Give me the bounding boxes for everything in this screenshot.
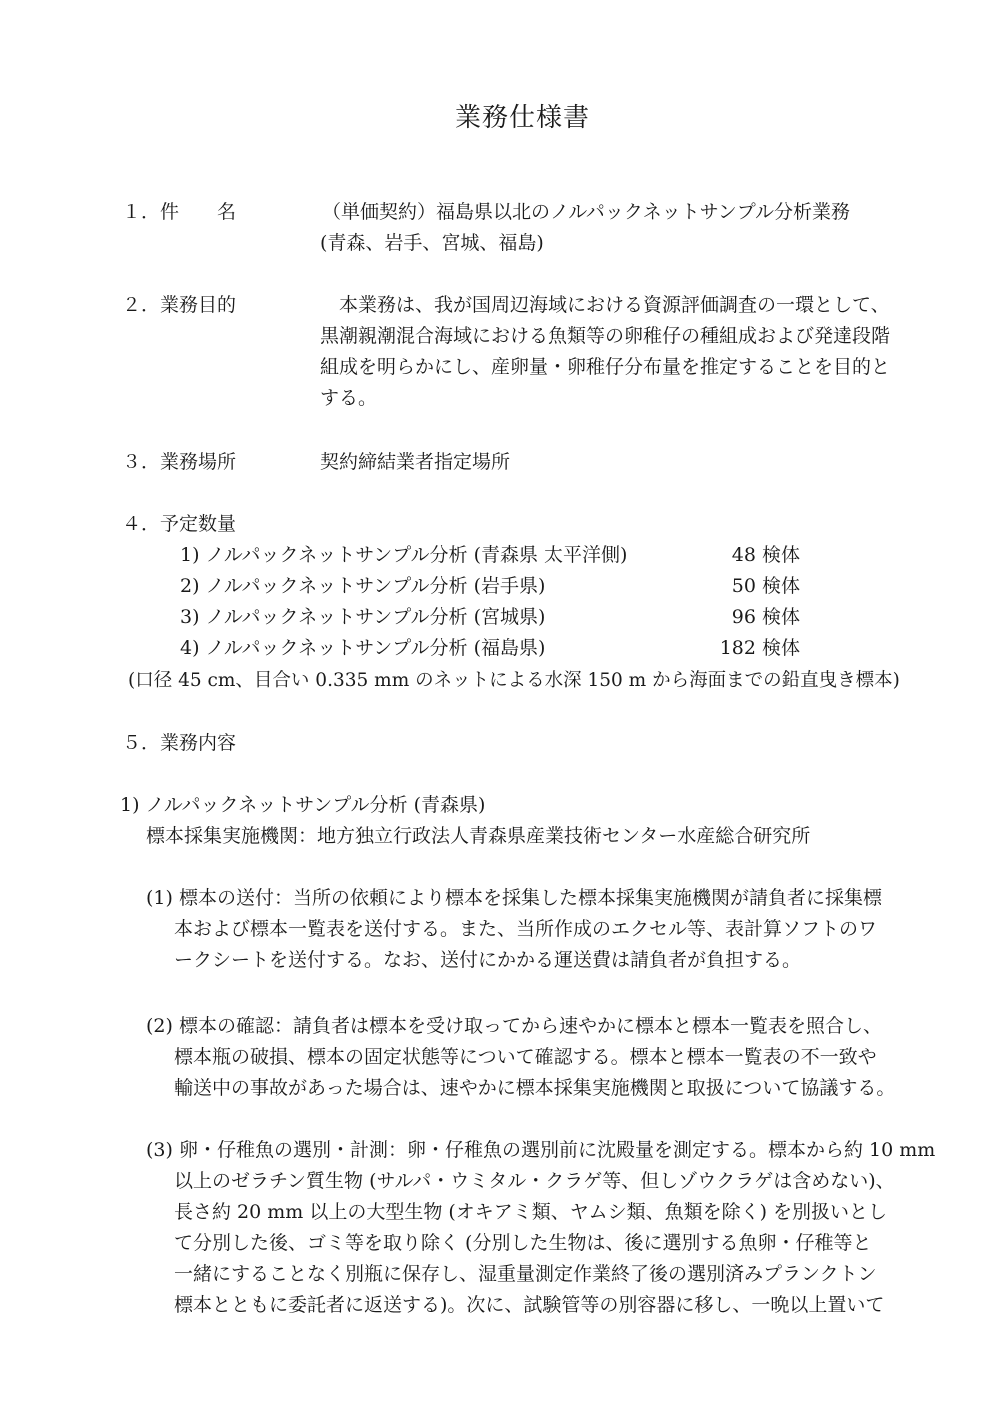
section-3-number: ３． <box>122 451 161 473</box>
paragraph-line: 長さ約 20 mm 以上の大型生物 (オキアミ類、ヤムシ類、魚類を除く) を別扱いとし <box>174 1201 888 1223</box>
paragraph-line: 以上のゼラチン質生物 (サルパ・ウミタル・クラゲ等、但しゾウクラゲは含めない)、 <box>174 1170 895 1192</box>
paragraph-line: 輸送中の事故があった場合は、速やかに標本採集実施機関と取扱について協議する。 <box>174 1077 896 1099</box>
page-title: 業務仕様書 <box>454 103 590 133</box>
quantity-item-text: 2) ノルパックネットサンプル分析 (岩手県) <box>180 575 546 597</box>
quantity-item-value: 182 検体 <box>719 637 800 659</box>
paragraph-line: 標本瓶の破損、標本の固定状態等について確認する。標本と標本一覧表の不一致や <box>174 1046 877 1068</box>
paragraph-line: (3) 卵・仔稚魚の選別・計測：卵・仔稚魚の選別前に沈殿量を測定する。標本から約 10 mm <box>146 1139 936 1161</box>
section-4-label: 予定数量 <box>160 513 237 535</box>
paragraph-line: (1) 標本の送付：当所の依頼により標本を採集した標本採集実施機関が請負者に採集標 <box>146 887 882 909</box>
quantity-item-value: 96 検体 <box>731 606 800 628</box>
section-5-number: ５． <box>122 732 161 754</box>
section-2-label: 業務目的 <box>160 294 237 316</box>
quantity-item-value: 48 検体 <box>731 544 800 566</box>
subsection-title: 1) ノルパックネットサンプル分析 (青森県) <box>120 794 486 816</box>
paragraph-line: (2) 標本の確認：請負者は標本を受け取ってから速やかに標本と標本一覧表を照合し、 <box>146 1015 882 1037</box>
sampling-note: (口径 45 cm、目合い 0.335 mm のネットによる水深 150 m から海面までの鉛直曳き標本) <box>128 670 900 691</box>
section-2-line: する。 <box>320 387 378 409</box>
paragraph-line: 標本とともに委託者に返送する)。次に、試験管等の別容器に移し、一晩以上置いて <box>174 1294 885 1316</box>
section-1-label: 件 名 <box>160 201 237 223</box>
section-1-value-line-2: (青森、岩手、宮城、福島) <box>320 232 544 254</box>
quantity-item-text: 1) ノルパックネットサンプル分析 (青森県 太平洋側) <box>180 544 628 566</box>
quantity-item-text: 4) ノルパックネットサンプル分析 (福島県) <box>180 637 546 659</box>
paragraph-line: て分別した後、ゴミ等を取り除く (分別した生物は、後に選別する魚卵・仔稚等と <box>174 1232 872 1254</box>
section-2-line: 組成を明らかにし、産卵量・卵稚仔分布量を推定することを目的と <box>320 356 891 378</box>
section-4-number: ４． <box>122 513 161 535</box>
section-2-line: 本業務は、我が国周辺海域における資源評価調査の一環として、 <box>320 294 890 316</box>
section-1-number: １． <box>122 201 161 223</box>
section-2-number: ２． <box>122 294 161 316</box>
section-3-value: 契約締結業者指定場所 <box>320 451 511 473</box>
section-3-label: 業務場所 <box>160 451 237 473</box>
section-2-line: 黒潮親潮混合海域における魚類等の卵稚仔の種組成および発達段階 <box>320 325 891 347</box>
section-5-label: 業務内容 <box>160 732 237 754</box>
section-1-value-line-1: （単価契約）福島県以北のノルパックネットサンプル分析業務 <box>322 201 851 223</box>
quantity-item-text: 3) ノルパックネットサンプル分析 (宮城県) <box>180 606 546 628</box>
paragraph-line: 一緒にすることなく別瓶に保存し、湿重量測定作業終了後の選別済みプランクトン <box>174 1263 877 1285</box>
quantity-item-value: 50 検体 <box>731 575 800 597</box>
paragraph-line: ークシートを送付する。なお、送付にかかる運送費は請負者が負担する。 <box>174 949 802 971</box>
paragraph-line: 本および標本一覧表を送付する。また、当所作成のエクセル等、表計算ソフトのワ <box>174 918 878 940</box>
sampling-organization: 標本採集実施機関：地方独立行政法人青森県産業技術センター水産総合研究所 <box>146 825 811 847</box>
